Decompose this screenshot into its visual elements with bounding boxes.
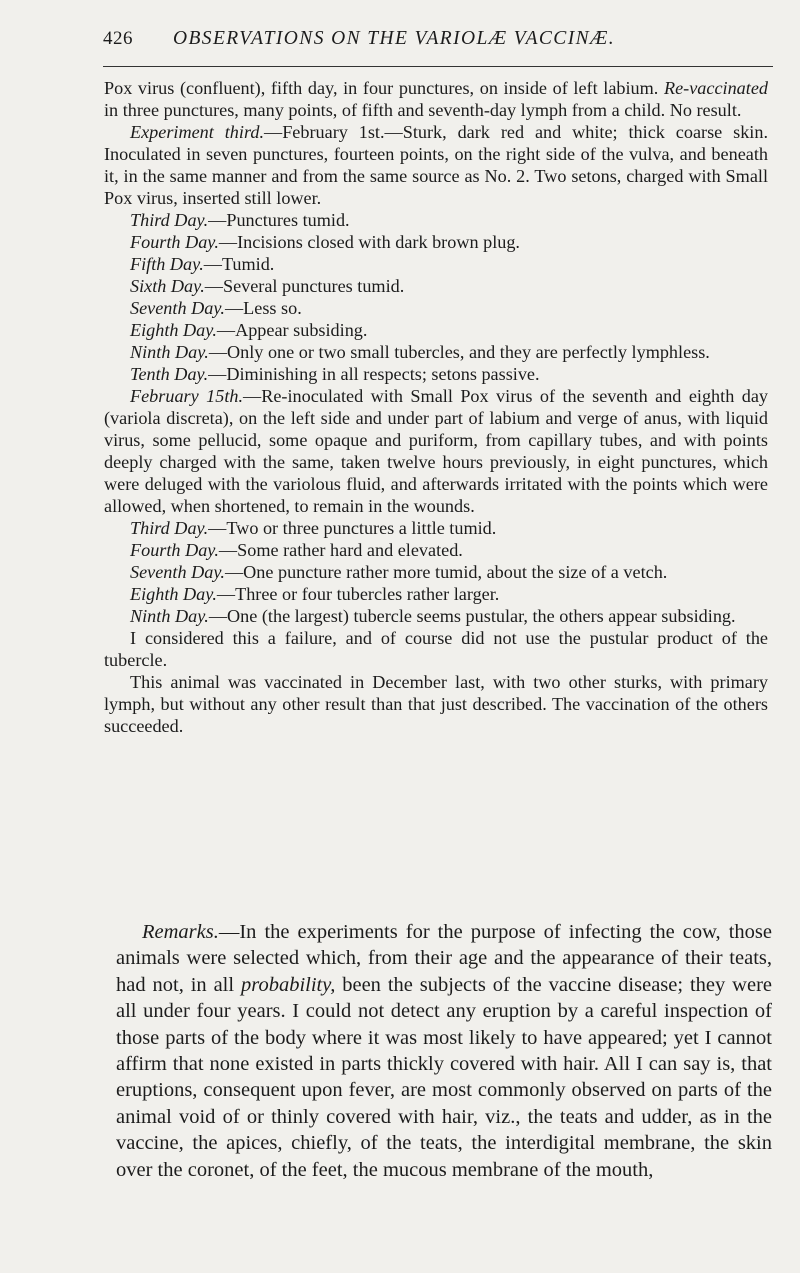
reinoculation-entry: February 15th.—Re-inoculated with Small Pox virus of the seventh and eighth day (variola discreta), on the left side and under part of labium and verge of anus, with liquid virus, some pellucid, some opaque and puriform, from capillary tubes, and with points deeply charged with the same, taken twelve hours previously, in eight punctures, which were deluged with the variolous fluid, and afterwards irritated with the points which were allowed, when shortened, to remain in the wounds. [104, 386, 768, 516]
day-entry: Third Day.—Two or three punctures a little tumid. [130, 518, 497, 538]
day-entry: Fourth Day.—Incisions closed with dark brown plug. [130, 232, 520, 252]
day-entry: Eighth Day.—Three or four tubercles rather larger. [130, 584, 500, 604]
day-entry: Seventh Day.—One puncture rather more tumid, about the size of a vetch. [130, 562, 668, 582]
revaccinated-label: Re-vaccinated [663, 78, 768, 98]
header-rule [103, 66, 773, 67]
day-entry: Eighth Day.—Appear subsiding. [130, 320, 368, 340]
day-entry: Third Day.—Punctures tumid. [130, 210, 350, 230]
date-label: February 15th. [130, 386, 244, 406]
day-entry: Ninth Day.—Only one or two small tubercles, and they are perfectly lymphless. [130, 342, 710, 362]
remarks-paragraph: Remarks.—In the experiments for the purpose of infecting the cow, those animals were selected which, from their age and the appearance of their teats, had not, in all probability, been the subjects of the vaccine disease; they were all under four years. I could not detect any eruption by a careful inspection of those parts of the body where it was most likely to have appeared; yet I cannot affirm that none existed in parts thickly covered with hair. All I can say is, that eruptions, consequent upon fever, are most commonly observed on parts of the animal void of or thinly covered with hair, viz., the teats and udder, as in the vaccine, the apices, chiefly, of the teats, the interdigital membrane, the skin over the coronet, of the feet, the mucous membrane of the mouth, [116, 921, 772, 1181]
remarks-section [116, 919, 772, 1183]
page-number: 426 [103, 28, 133, 49]
paragraph: Pox virus (confluent), fifth day, in four punctures, on inside of left labium. Re-vaccinated in three punctures, many points, of fifth and seventh-day lymph from a child. No result. [104, 78, 768, 120]
day-entry: Tenth Day.—Diminishing in all respects; setons passive. [130, 364, 540, 384]
day-entry: Fifth Day.—Tumid. [130, 254, 275, 274]
day-entry: Seventh Day.—Less so. [130, 298, 302, 318]
day-entry: Fourth Day.—Some rather hard and elevated. [130, 540, 463, 560]
emphasis: probability, [240, 973, 336, 996]
animal-note: This animal was vaccinated in December last, with two other sturks, with primary lymph, but without any other result than that just described. The vaccination of the others succeeded. [104, 672, 768, 736]
experiment-label: Experiment third. [130, 122, 264, 142]
day-entry: Ninth Day.—One (the largest) tubercle seems pustular, the others appear subsiding. [130, 606, 736, 626]
remarks-label: Remarks. [142, 921, 219, 943]
day-entry: Sixth Day.—Several punctures tumid. [130, 276, 405, 296]
case-notes [104, 77, 768, 737]
running-title: OBSERVATIONS ON THE VARIOLÆ VACCINÆ. [173, 28, 616, 49]
failure-note: I considered this a failure, and of course did not use the pustular product of the tubercle. [104, 628, 768, 670]
experiment-third: Experiment third.—February 1st.—Sturk, dark red and white; thick coarse skin. Inoculated in seven punctures, fourteen points, on the right side of the vulva, and beneath it, in the same manner and from the same source as No. 2. Two setons, charged with Small Pox virus, inserted still lower. [104, 122, 769, 208]
